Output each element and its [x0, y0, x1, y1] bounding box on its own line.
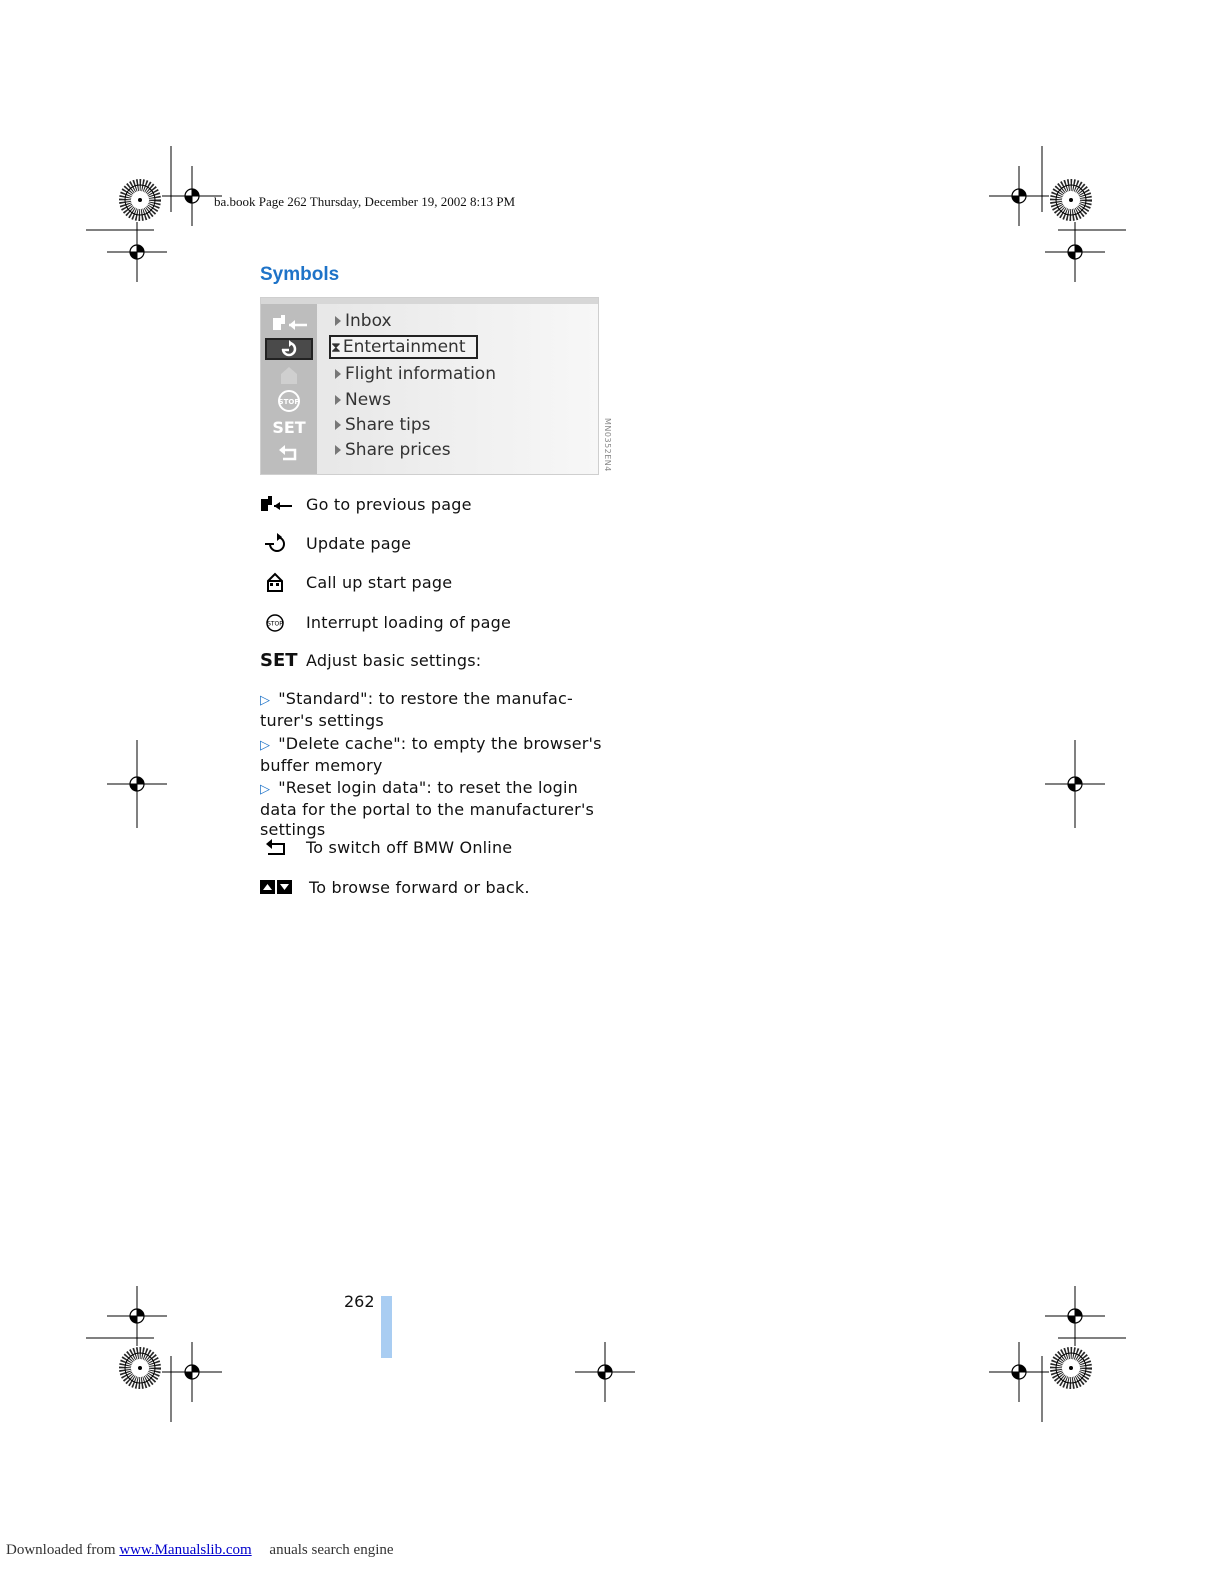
switch-off-icon: [260, 835, 294, 859]
footer-prefix: Downloaded from: [6, 1542, 120, 1558]
legend-text: To switch off BMW Online: [306, 837, 513, 857]
footer: [6, 1542, 394, 1559]
menu-item-share-tips[interactable]: [335, 415, 431, 435]
legend-row-browse: [260, 875, 530, 899]
manualslib-link[interactable]: www.Manualslib.com: [119, 1542, 252, 1558]
legend-text: Go to previous page: [306, 494, 472, 514]
menu-item-flight-information[interactable]: [335, 364, 496, 384]
legend-row-switch-off: [260, 835, 513, 859]
legend-row-set: [260, 648, 482, 672]
browse-arrows-icon: [260, 875, 294, 899]
menu-item-label: Flight information: [345, 364, 496, 384]
svg-text:STOP: STOP: [267, 620, 283, 628]
bullet-text: "Standard": to restore the manufac-turer's settings: [260, 689, 573, 730]
menu-item-share-prices[interactable]: [335, 440, 451, 460]
section-title: Symbols: [260, 264, 340, 285]
browser-screenshot: [260, 297, 599, 475]
footer-suffix: anuals search engine: [265, 1542, 394, 1558]
update-page-icon: [265, 338, 313, 360]
triangle-right-icon: [335, 369, 341, 379]
icon-column: [261, 304, 317, 475]
bullet-text: "Reset login data": to reset the login data for the portal to the manufacturer's settings: [260, 778, 595, 839]
triangle-right-icon: [335, 420, 341, 430]
image-code: MN0352EN4: [603, 418, 612, 472]
previous-page-icon: [265, 312, 313, 334]
page-accent-bar: [381, 1296, 392, 1358]
triangle-bullet-icon: ▷: [260, 738, 271, 753]
stop-icon: [265, 390, 313, 412]
previous-page-icon: [260, 492, 294, 516]
start-page-icon: [260, 570, 294, 594]
bullet-standard: [260, 689, 605, 731]
menu-item-label: Inbox: [345, 311, 392, 331]
menu-item-news[interactable]: [335, 390, 391, 410]
bullet-delete-cache: [260, 734, 605, 776]
svg-text:STOP: STOP: [278, 398, 300, 406]
legend-text: Interrupt loading of page: [306, 612, 511, 632]
update-page-icon: [260, 531, 294, 555]
page-header: ba.book Page 262 Thursday, December 19, 2002 8:13 PM: [214, 194, 516, 209]
menu-item-inbox[interactable]: [335, 311, 392, 331]
legend-row-start-page: [260, 570, 453, 594]
start-page-icon: [265, 364, 313, 386]
menu-item-label: Entertainment: [342, 337, 466, 357]
triangle-right-icon: [335, 316, 341, 326]
triangle-right-icon: [335, 445, 341, 455]
switch-off-icon: [265, 442, 313, 464]
menu-item-label: News: [345, 390, 391, 410]
legend-row-previous-page: [260, 492, 472, 516]
legend-row-update-page: [260, 531, 412, 555]
legend-text: Update page: [306, 533, 412, 553]
stop-icon: [260, 610, 294, 634]
legend-text: To browse forward or back.: [309, 877, 530, 897]
set-icon: SET: [272, 417, 306, 437]
legend-row-stop: [260, 610, 511, 634]
page-number: 262: [344, 1292, 375, 1311]
set-icon: SET: [260, 649, 298, 671]
bullet-text: "Delete cache": to empty the browser's buffer memory: [260, 734, 602, 775]
bullet-reset-login: [260, 778, 605, 840]
menu-item-label: Share tips: [345, 415, 431, 435]
legend-text: Adjust basic settings:: [306, 650, 482, 670]
menu-item-label: Share prices: [345, 440, 451, 460]
legend-text: Call up start page: [306, 572, 453, 592]
triangle-right-icon: [335, 395, 341, 405]
menu-item-entertainment[interactable]: [329, 335, 478, 359]
hourglass-icon: ⧗: [331, 340, 341, 356]
triangle-bullet-icon: ▷: [260, 782, 271, 797]
triangle-bullet-icon: ▷: [260, 693, 271, 708]
